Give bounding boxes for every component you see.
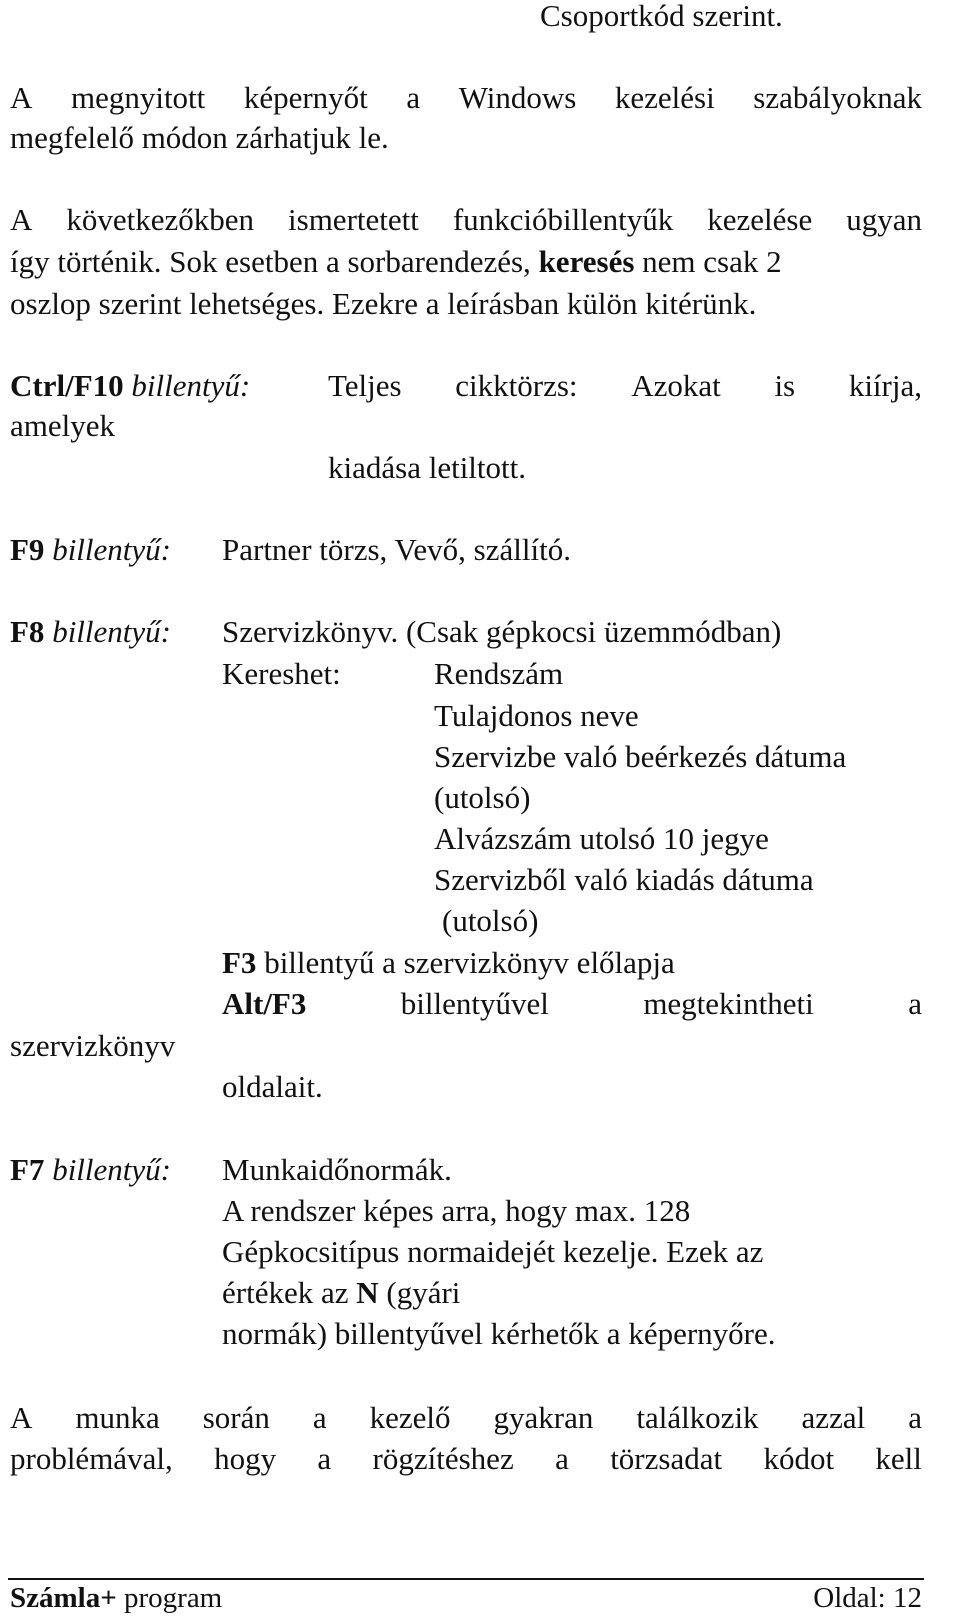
- f7-key-label: F7 billentyű:: [10, 1152, 171, 1187]
- footer-program-name: Számla+ program: [10, 1582, 223, 1614]
- para2-line2: így történik. Sok esetben a sorbarendezés, keresés nem csak 2: [10, 244, 782, 279]
- para2-line1: A következőkben ismertetett funkcióbillentyűk kezelése ugyan: [10, 202, 922, 237]
- f7-line2: A rendszer képes arra, hogy max. 128: [222, 1193, 691, 1228]
- para3-line1: A munka során a kezelő gyakran találkozik azzal a: [10, 1400, 922, 1435]
- f8-search-item: Szervizbe való beérkezés dátuma: [434, 739, 847, 774]
- f7-description: Munkaidőnormák.: [222, 1152, 452, 1187]
- para2-line3: oszlop szerint lehetséges. Ezekre a leírásban külön kitérünk.: [10, 286, 757, 321]
- f8-search-item: Szervizből való kiadás dátuma: [434, 862, 814, 897]
- f8-continuation: oldalait.: [222, 1069, 323, 1104]
- para3-line2: problémával, hogy a rögzítéshez a törzsadat kódot kell: [10, 1441, 922, 1476]
- f7-line5: normák) billentyűvel kérhetők a képernyőre.: [222, 1316, 776, 1351]
- f8-search-item: (utolsó): [434, 780, 531, 815]
- f8-key-label: F8 billentyű:: [10, 614, 171, 649]
- para1-line2: megfelelő módon zárhatjuk le.: [10, 120, 389, 155]
- page-footer: [10, 1580, 922, 1616]
- f7-line3: Gépkocsitípus normaidejét kezelje. Ezek az: [222, 1234, 764, 1269]
- f9-description: Partner törzs, Vevő, szállító.: [222, 532, 571, 567]
- f8-description: Szervizkönyv. (Csak gépkocsi üzemmódban): [222, 614, 782, 649]
- ctrl-f10-description: Teljes cikktörzs: Azokat is kiírja,: [328, 368, 922, 403]
- footer-page-number: Oldal: 12: [813, 1582, 922, 1614]
- ctrl-f10-wrap: amelyek: [10, 408, 116, 443]
- f8-alt-f3-line: Alt/F3 billentyűvel megtekintheti a: [222, 986, 922, 1021]
- f8-search-item: Tulajdonos neve: [434, 698, 639, 733]
- heading-fragment: Csoportkód szerint.: [540, 0, 783, 33]
- f9-key-label: F9 billentyű:: [10, 532, 171, 567]
- f8-wrap: szervizkönyv: [10, 1028, 176, 1063]
- f8-f3-line: F3 billentyű a szervizkönyv előlapja: [222, 945, 675, 980]
- f8-search-item: Rendszám: [434, 656, 564, 691]
- f8-search-label: Kereshet:: [222, 656, 341, 691]
- f8-search-item: (utolsó): [442, 903, 539, 938]
- f7-line4: értékek az N (gyári: [222, 1275, 461, 1310]
- f8-search-item: Alvázszám utolsó 10 jegye: [434, 821, 769, 856]
- ctrl-f10-continuation: kiadása letiltott.: [328, 450, 527, 485]
- ctrl-f10-key-label: Ctrl/F10 billentyű:: [10, 368, 251, 403]
- para1-line1: A megnyitott képernyőt a Windows kezelési szabályoknak: [10, 80, 922, 115]
